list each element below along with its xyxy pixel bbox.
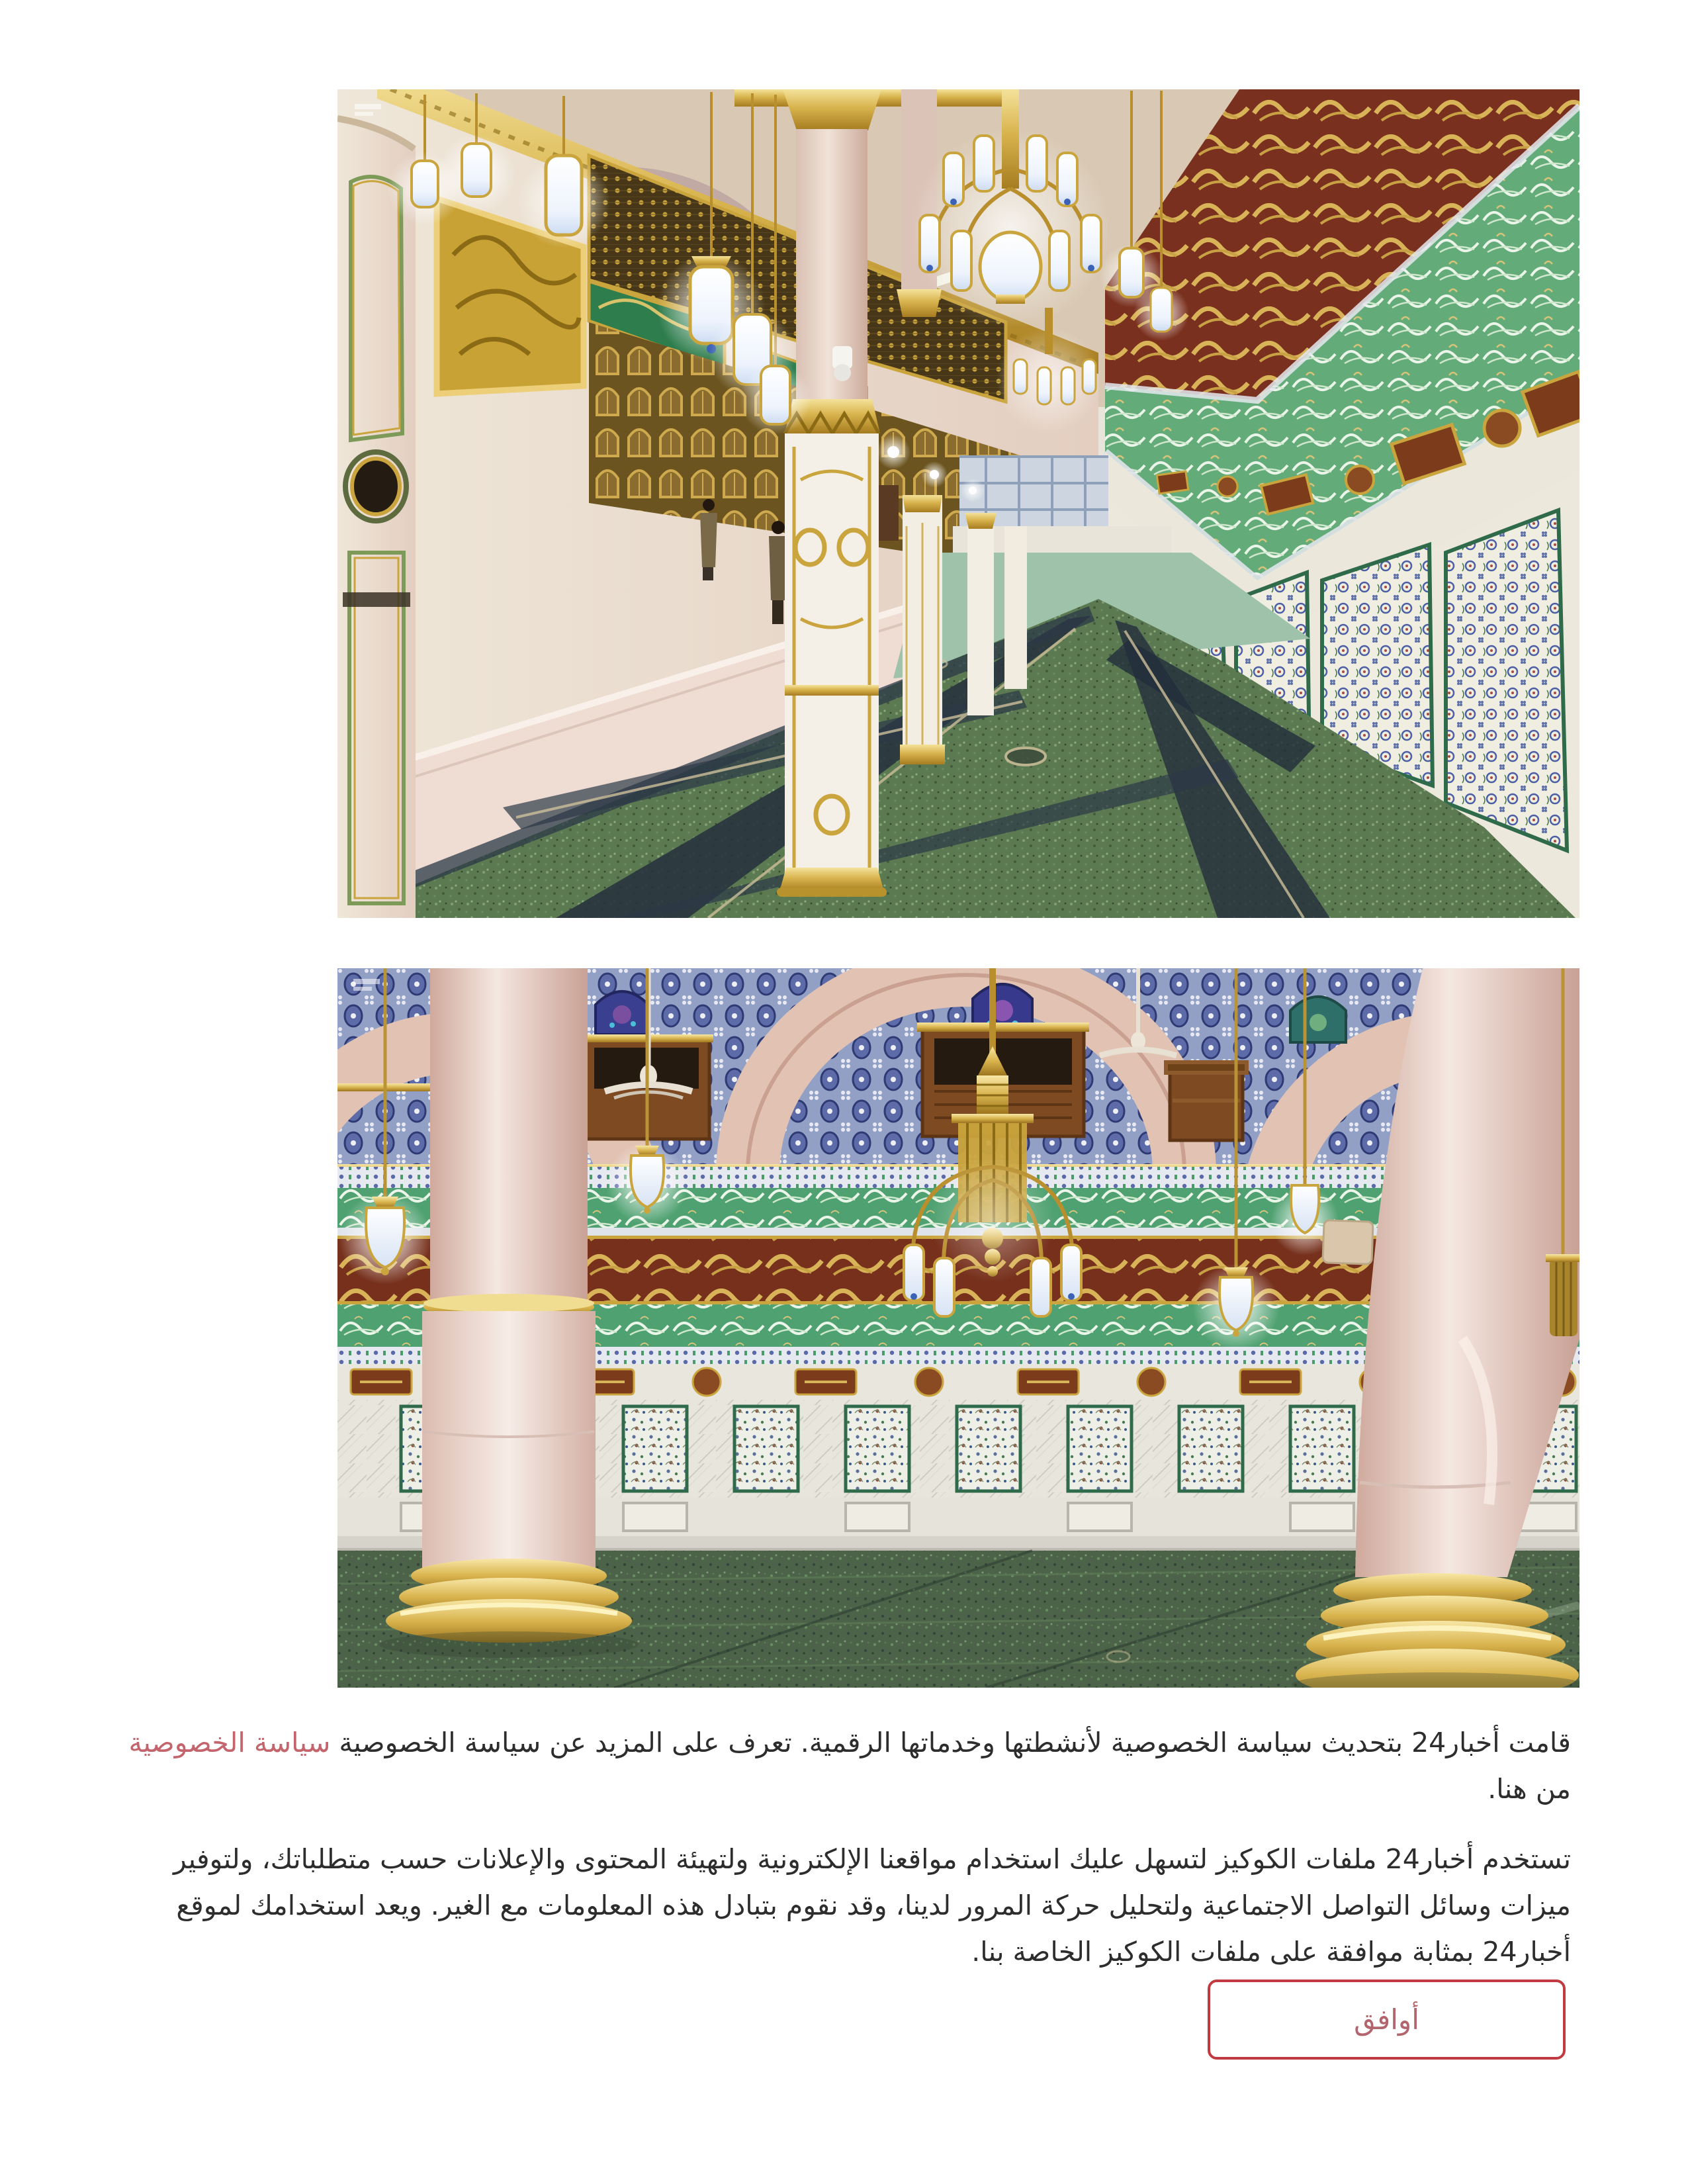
mosque-corridor-illustration (337, 89, 1579, 918)
mosque-hall-photo (337, 968, 1579, 1688)
privacy-update-sentence: قامت أخبار24 بتحديث سياسة الخصوصية لأنشطتها وخدماتها الرقمية. تعرف على المزيد عن سياسة الخصوصية (330, 1727, 1571, 1758)
agree-button[interactable]: أوافق (1208, 1979, 1566, 2060)
privacy-policy-link[interactable]: سياسة الخصوصية (128, 1727, 331, 1758)
mosque-hall-illustration (337, 968, 1579, 1688)
mosque-corridor-photo (337, 89, 1579, 918)
foreground-pier (337, 116, 416, 918)
privacy-update-line (118, 1719, 1571, 1812)
cookies-usage-paragraph: تستخدم أخبار24 ملفات الكوكيز لتسهل عليك استخدام مواقعنا الإلكترونية ولتهيئة المحتوى والإعلانات حسب متطلباتك، ولتوفير ميزات وسائل التواصل الاجتماعية ولتحليل حركة المرور لدينا، وقد نقوم بتبادل هذه المعلومات مع الغير. ويعد استخدامك لموقع أخبار24 بمثابة موافقة على ملفات الكوكيز الخاصة بنا. (173, 1843, 1571, 1968)
from-here-suffix: من هنا. (1488, 1773, 1571, 1805)
cookie-consent-notice (118, 1719, 1571, 1975)
